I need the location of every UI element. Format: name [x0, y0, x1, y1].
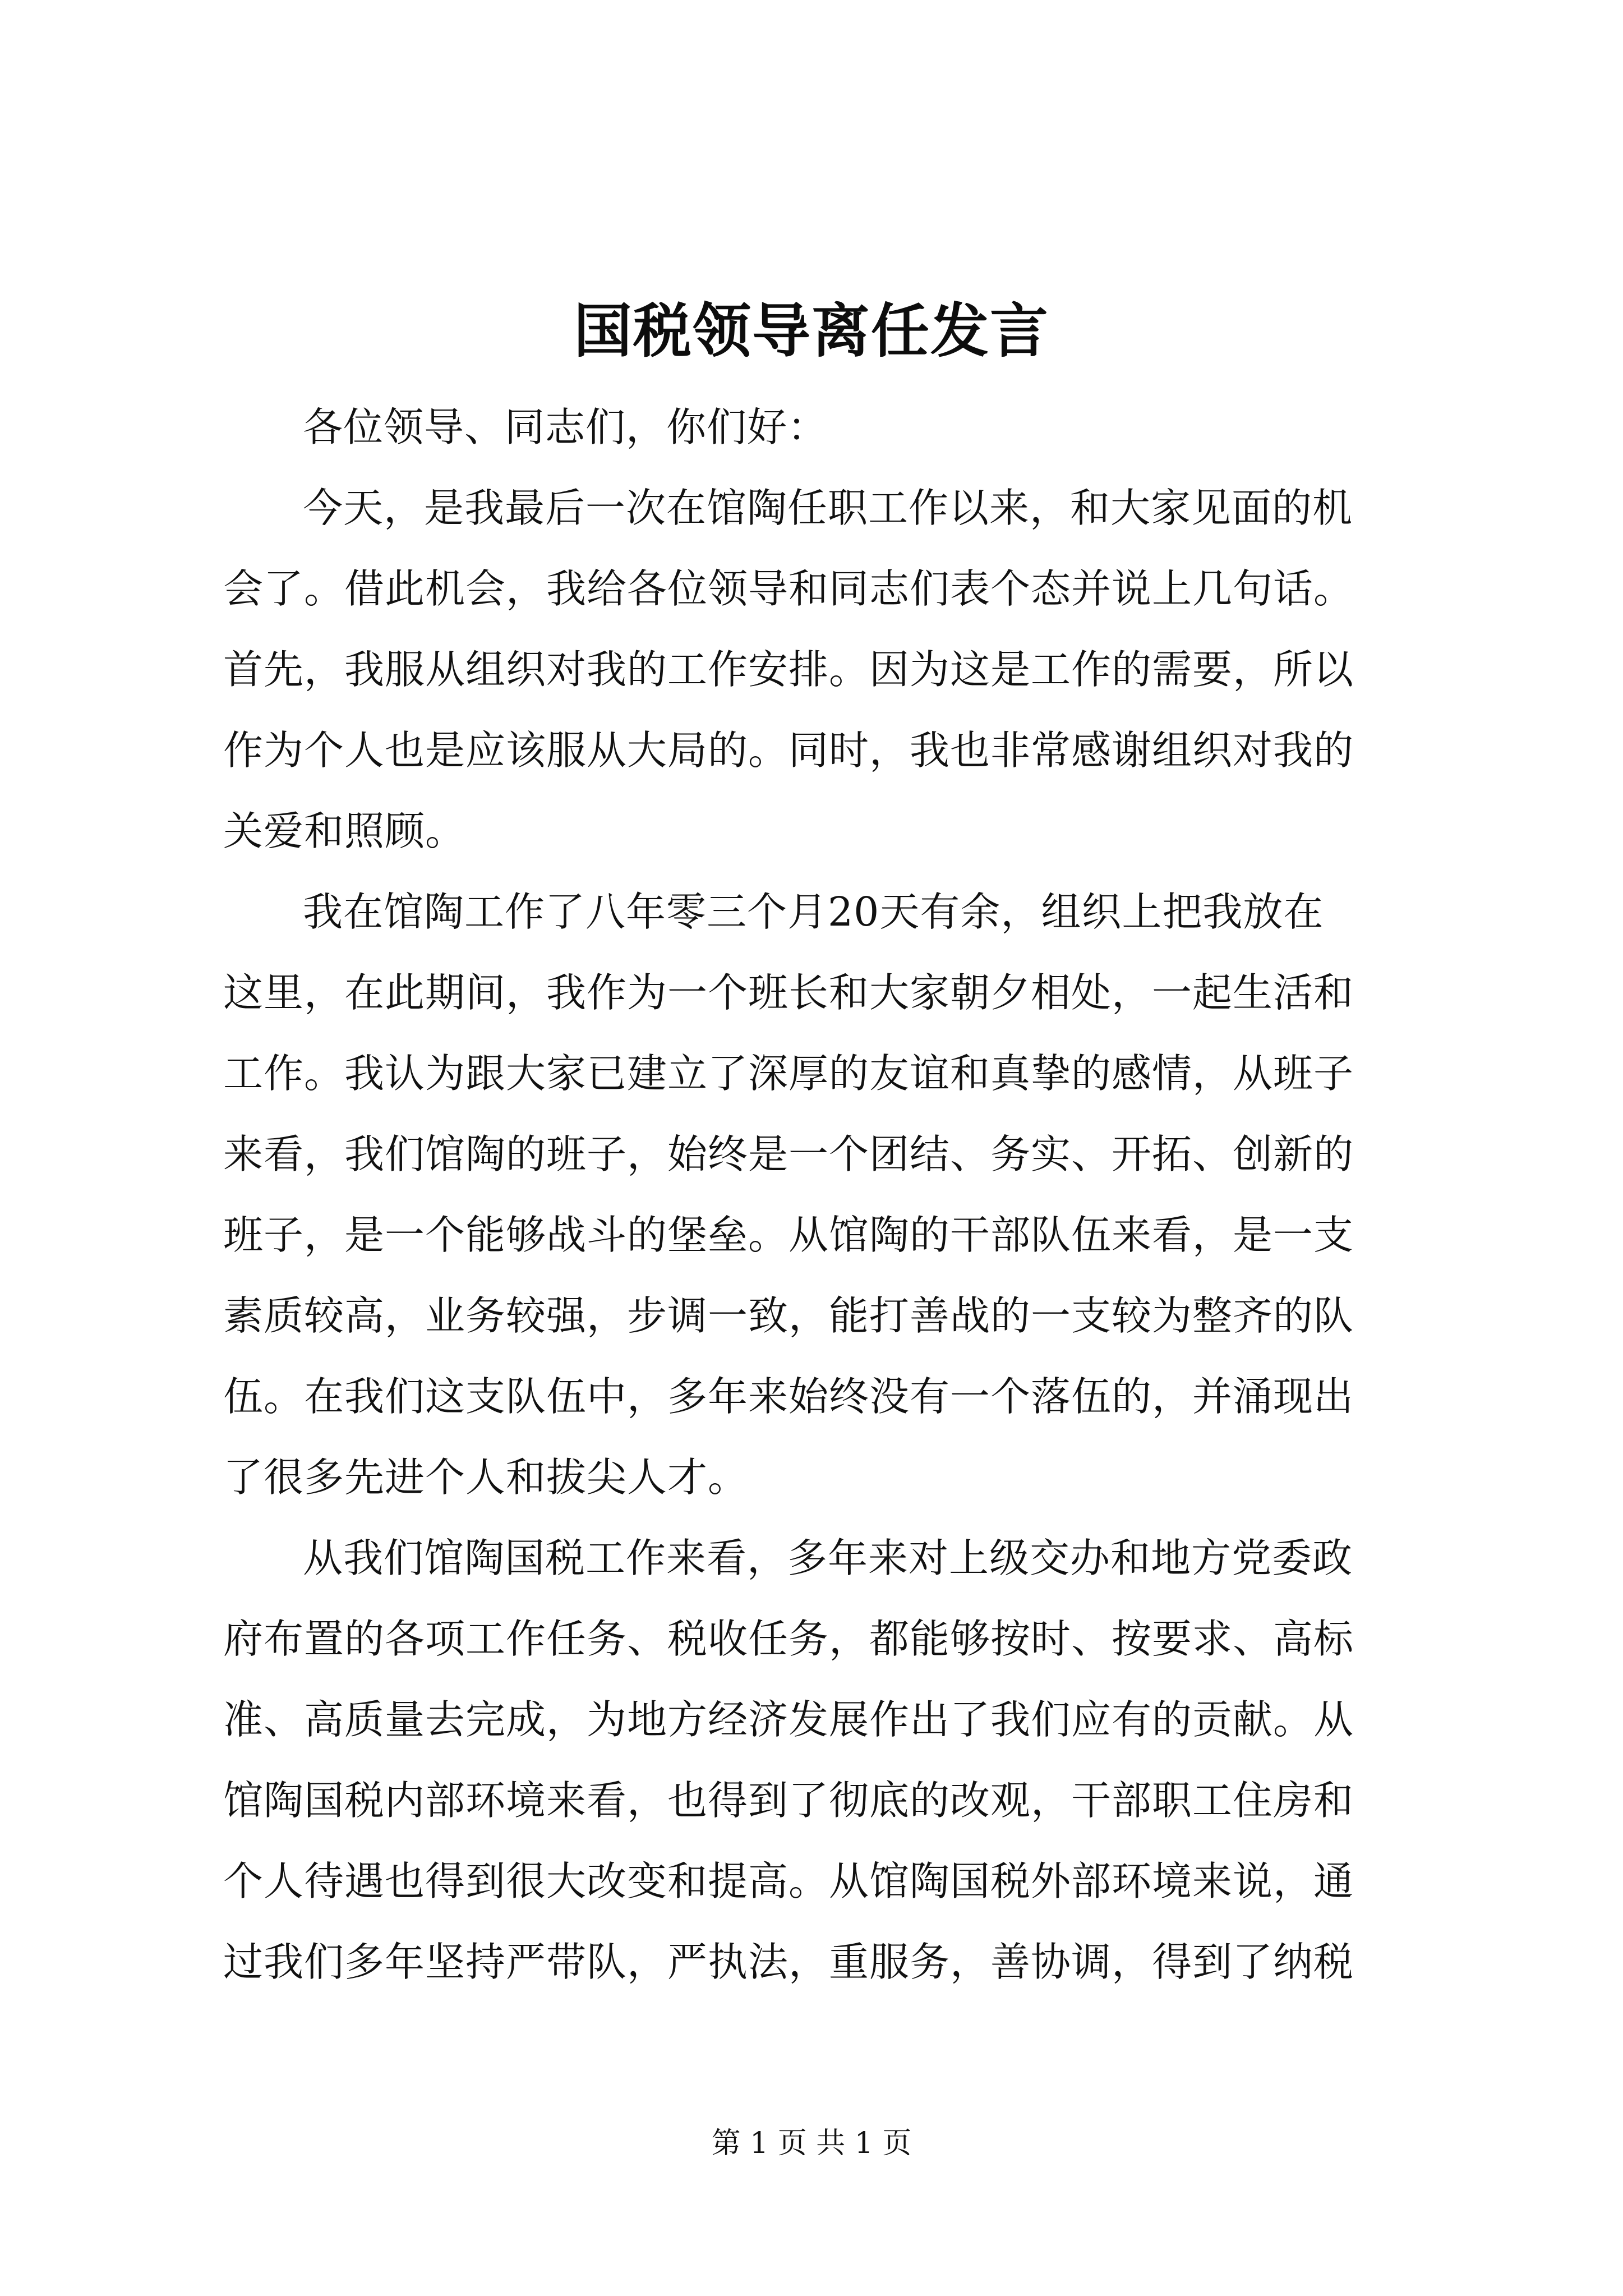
text-line: 各位领导、同志们，你们好：: [303, 404, 828, 450]
text-line: 作为个人也是应该服从大局的。同时，我也非常感谢组织对我的: [223, 727, 1354, 774]
text-line: 了很多先进个人和拔尖人才。: [223, 1454, 749, 1501]
text-line: 首先，我服从组织对我的工作安排。因为这是工作的需要，所以: [223, 646, 1354, 693]
text-line: 馆陶国税内部环境来看，也得到了彻底的改观，干部职工住房和: [223, 1777, 1354, 1824]
text-line: 伍。在我们这支队伍中，多年来始终没有一个落伍的，并涌现出: [223, 1373, 1354, 1420]
document-body: [223, 387, 1418, 2003]
document-title: 国税领导离任发言: [573, 296, 1049, 365]
text-line: 府布置的各项工作任务、税收任务，都能够按时、按要求、高标: [223, 1616, 1354, 1662]
page-footer: 第 1 页 共 1 页: [711, 2127, 912, 2160]
text-line: 班子，是一个能够战斗的堡垒。从馆陶的干部队伍来看，是一支: [223, 1212, 1354, 1258]
text-line: 来看，我们馆陶的班子，始终是一个团结、务实、开拓、创新的: [223, 1131, 1354, 1177]
text-line: 个人待遇也得到很大改变和提高。从馆陶国税外部环境来说，通: [223, 1858, 1354, 1904]
text-line: 这里，在此期间，我作为一个班长和大家朝夕相处，一起生活和: [223, 969, 1354, 1016]
text-line: 我在馆陶工作了八年零三个月20天有余，组织上把我放在: [303, 889, 1324, 935]
text-line: 素质较高，业务较强，步调一致，能打善战的一支较为整齐的队: [223, 1292, 1354, 1339]
text-line: 今天，是我最后一次在馆陶任职工作以来，和大家见面的机: [303, 485, 1353, 531]
text-line: 会了。借此机会，我给各位领导和同志们表个态并说上几句话。: [223, 565, 1354, 612]
text-line: 过我们多年坚持严带队，严执法，重服务，善协调，得到了纳税: [223, 1939, 1354, 1985]
text-line: 关爱和照顾。: [223, 808, 466, 854]
text-line: 准、高质量去完成，为地方经济发展作出了我们应有的贡献。从: [223, 1696, 1354, 1743]
text-line: 从我们馆陶国税工作来看，多年来对上级交办和地方党委政: [303, 1535, 1353, 1581]
text-line: 工作。我认为跟大家已建立了深厚的友谊和真挚的感情，从班子: [223, 1050, 1354, 1097]
